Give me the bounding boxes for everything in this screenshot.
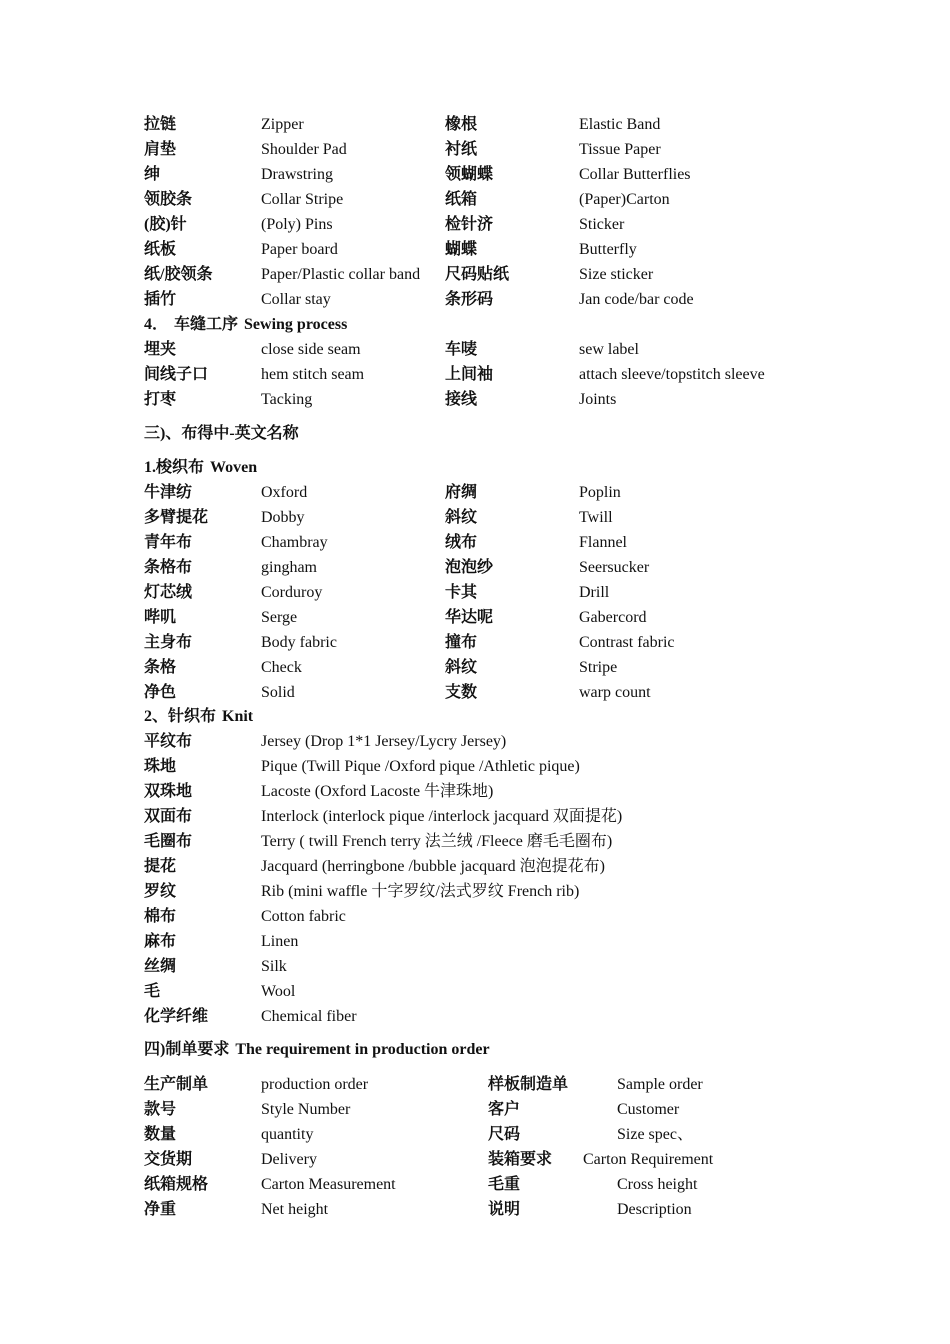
term-chinese: 款号 [144, 1101, 177, 1118]
knit-row [0, 829, 950, 854]
term-chinese: 罗纹 [144, 883, 177, 900]
woven-row [0, 505, 950, 530]
term-chinese: 斜纹 [445, 509, 478, 526]
term-chinese: 插竹 [144, 291, 177, 308]
term-chinese: 装箱要求 [488, 1151, 553, 1168]
order-row [0, 1072, 950, 1097]
sewing-row [0, 337, 950, 362]
term-english: close side seam [261, 341, 361, 358]
term-english: Tissue Paper [579, 141, 661, 158]
term-chinese: 珠地 [144, 758, 177, 775]
accessory-row [0, 112, 950, 137]
term-chinese: 多臂提花 [144, 509, 209, 526]
sewing-heading [144, 312, 347, 337]
term-chinese: 打枣 [144, 391, 177, 408]
term-english: Seersucker [579, 559, 650, 576]
term-chinese: 肩垫 [144, 141, 177, 158]
term-english: Pique (Twill Pique /Oxford pique /Athletic pique) [261, 758, 580, 775]
term-english: Flannel [579, 534, 627, 551]
term-english: Size sticker [579, 266, 654, 283]
term-chinese: 撞布 [445, 634, 478, 651]
term-english: Body fabric [261, 634, 337, 651]
term-english: Joints [579, 391, 617, 408]
term-chinese: 接线 [445, 391, 478, 408]
term-english: Butterfly [579, 241, 637, 258]
knit-row [0, 754, 950, 779]
term-chinese: 纸箱规格 [144, 1176, 209, 1193]
term-english: Drill [579, 584, 610, 601]
knit-row [0, 804, 950, 829]
accessory-row [0, 212, 950, 237]
term-chinese: 提花 [144, 858, 177, 875]
term-chinese: 埋夹 [144, 341, 177, 358]
term-english: Gabercord [579, 609, 647, 626]
term-english: Net height [261, 1201, 329, 1218]
term-chinese: 说明 [488, 1201, 521, 1218]
term-english: quantity [261, 1126, 314, 1143]
term-english: Cotton fabric [261, 908, 346, 925]
term-english: Elastic Band [579, 116, 661, 133]
term-english: Description [617, 1201, 692, 1218]
term-chinese: 尺码 [488, 1126, 521, 1143]
term-chinese: 灯芯绒 [144, 584, 193, 601]
term-english: Style Number [261, 1101, 351, 1118]
term-chinese: 双面布 [144, 808, 193, 825]
term-english: Lacoste (Oxford Lacoste 牛津珠地) [261, 783, 494, 800]
term-chinese: 绅 [144, 166, 161, 183]
term-english: Sticker [579, 216, 625, 233]
term-english: Drawstring [261, 166, 333, 183]
term-chinese: 尺码贴纸 [445, 266, 510, 283]
knit-row [0, 854, 950, 879]
knit-row [0, 979, 950, 1004]
term-english: Twill [579, 509, 613, 526]
woven-heading-part: Woven [210, 459, 258, 476]
knit-row [0, 1004, 950, 1029]
accessory-row [0, 187, 950, 212]
knit-row [0, 954, 950, 979]
woven-row [0, 530, 950, 555]
term-english: (Paper)Carton [579, 191, 670, 208]
term-chinese: 条形码 [445, 291, 494, 308]
knit-row [0, 729, 950, 754]
order-row [0, 1172, 950, 1197]
sewing-heading-part: 4． [144, 316, 169, 333]
term-chinese: 府绸 [445, 484, 478, 501]
term-chinese: 华达呢 [445, 609, 494, 626]
term-english: Dobby [261, 509, 305, 526]
term-english: Check [261, 659, 302, 676]
order-row [0, 1097, 950, 1122]
term-chinese: 净色 [144, 684, 177, 701]
term-english: Interlock (interlock pique /interlock jacquard 双面提花) [261, 808, 623, 825]
woven-heading [144, 455, 257, 480]
term-chinese: 丝绸 [144, 958, 177, 975]
term-english: Chambray [261, 534, 328, 551]
knit-row [0, 904, 950, 929]
term-english: Jersey (Drop 1*1 Jersey/Lycry Jersey) [261, 733, 507, 750]
term-english: Zipper [261, 116, 304, 133]
term-english: (Poly) Pins [261, 216, 333, 233]
term-english: warp count [579, 684, 651, 701]
order-heading-part: The requirement in production order [235, 1041, 490, 1058]
term-chinese: 纸箱 [445, 191, 478, 208]
term-english: Corduroy [261, 584, 323, 601]
term-chinese: 条格 [144, 659, 177, 676]
knit-heading-part: 2、针织布 [144, 708, 217, 725]
woven-row [0, 630, 950, 655]
term-chinese: 纸板 [144, 241, 177, 258]
term-english: Paper board [261, 241, 338, 258]
term-english: Carton Measurement [261, 1176, 396, 1193]
term-chinese: 牛津纺 [144, 484, 193, 501]
term-chinese: 拉链 [144, 116, 177, 133]
term-chinese: 棉布 [144, 908, 177, 925]
term-english: sew label [579, 341, 639, 358]
term-chinese: 数量 [144, 1126, 177, 1143]
term-chinese: 毛重 [488, 1176, 521, 1193]
term-english: Poplin [579, 484, 621, 501]
term-chinese: 交货期 [144, 1151, 193, 1168]
term-english: Silk [261, 958, 287, 975]
term-english: Rib (mini waffle 十字罗纹/法式罗纹 French rib) [261, 883, 580, 900]
term-english: Collar Butterflies [579, 166, 691, 183]
sewing-heading-part: Sewing process [244, 316, 348, 333]
term-chinese: 生产制单 [144, 1076, 209, 1093]
term-english: Jacquard (herringbone /bubble jacquard 泡泡提花布) [261, 858, 605, 875]
term-english: Paper/Plastic collar band [261, 266, 421, 283]
term-chinese: 斜纹 [445, 659, 478, 676]
knit-heading [144, 704, 253, 729]
knit-row [0, 779, 950, 804]
term-chinese: 卡其 [445, 584, 478, 601]
term-chinese: 麻布 [144, 933, 177, 950]
woven-row [0, 605, 950, 630]
term-chinese: 上间袖 [445, 366, 494, 383]
sewing-row [0, 362, 950, 387]
term-chinese: 纸/胶领条 [144, 266, 213, 283]
accessory-row [0, 237, 950, 262]
term-english: Jan code/bar code [579, 291, 694, 308]
term-english: Solid [261, 684, 295, 701]
term-chinese: 支数 [445, 684, 478, 701]
woven-row [0, 655, 950, 680]
term-english: Cross height [617, 1176, 698, 1193]
term-english: Stripe [579, 659, 618, 676]
woven-row [0, 680, 950, 705]
order-heading [144, 1037, 490, 1062]
accessory-row [0, 287, 950, 312]
woven-row [0, 480, 950, 505]
term-english: Contrast fabric [579, 634, 675, 651]
term-chinese: (胶)针 [144, 216, 187, 233]
order-row [0, 1147, 950, 1172]
term-chinese: 衬纸 [445, 141, 478, 158]
woven-row [0, 555, 950, 580]
term-chinese: 青年布 [144, 534, 193, 551]
term-english: Linen [261, 933, 299, 950]
term-english: Collar stay [261, 291, 331, 308]
term-english: hem stitch seam [261, 366, 365, 383]
term-chinese: 检针济 [445, 216, 494, 233]
woven-row [0, 580, 950, 605]
term-chinese: 哔叽 [144, 609, 177, 626]
order-heading-part: 四)制单要求 [144, 1041, 230, 1058]
term-chinese: 领蝴蝶 [445, 166, 494, 183]
term-chinese: 橡根 [445, 116, 478, 133]
term-english: Terry ( twill French terry 法兰绒 /Fleece 磨毛毛圈布) [261, 833, 613, 850]
term-chinese: 绒布 [445, 534, 478, 551]
term-english: Delivery [261, 1151, 317, 1168]
term-english: Carton Requirement [583, 1151, 714, 1168]
woven-heading-part: 1.梭织布 [144, 459, 205, 476]
fabric-section-title-part: 三)、布得中-英文名称 [144, 425, 299, 442]
term-chinese: 客户 [488, 1101, 521, 1118]
fabric-section-title [144, 421, 299, 446]
term-english: Tacking [261, 391, 313, 408]
accessory-row [0, 262, 950, 287]
term-chinese: 毛 [144, 983, 161, 1000]
sewing-row [0, 387, 950, 412]
term-english: attach sleeve/topstitch sleeve [579, 366, 765, 383]
term-english: Collar Stripe [261, 191, 344, 208]
order-row [0, 1122, 950, 1147]
term-chinese: 毛圈布 [144, 833, 193, 850]
sewing-heading-part: 车缝工序 [174, 316, 239, 333]
term-chinese: 条格布 [144, 559, 193, 576]
term-english: Shoulder Pad [261, 141, 347, 158]
term-english: Size spec、 [617, 1126, 693, 1143]
term-english: Wool [261, 983, 296, 1000]
term-chinese: 化学纤维 [144, 1008, 209, 1025]
knit-row [0, 929, 950, 954]
term-english: gingham [261, 559, 317, 576]
term-chinese: 双珠地 [144, 783, 193, 800]
term-chinese: 泡泡纱 [445, 559, 494, 576]
term-english: Customer [617, 1101, 680, 1118]
term-chinese: 平纹布 [144, 733, 193, 750]
accessory-row [0, 162, 950, 187]
term-english: Serge [261, 609, 298, 626]
term-english: Oxford [261, 484, 308, 501]
term-english: production order [261, 1076, 369, 1093]
order-row [0, 1197, 950, 1222]
term-english: Sample order [617, 1076, 703, 1093]
term-chinese: 净重 [144, 1201, 177, 1218]
term-chinese: 样板制造单 [488, 1076, 569, 1093]
term-chinese: 间线子口 [144, 366, 209, 383]
term-chinese: 领胶条 [144, 191, 193, 208]
term-chinese: 主身布 [144, 634, 193, 651]
knit-heading-part: Knit [222, 708, 254, 725]
term-english: Chemical fiber [261, 1008, 357, 1025]
knit-row [0, 879, 950, 904]
term-chinese: 蝴蝶 [445, 241, 478, 258]
term-chinese: 车唛 [445, 341, 478, 358]
accessory-row [0, 137, 950, 162]
